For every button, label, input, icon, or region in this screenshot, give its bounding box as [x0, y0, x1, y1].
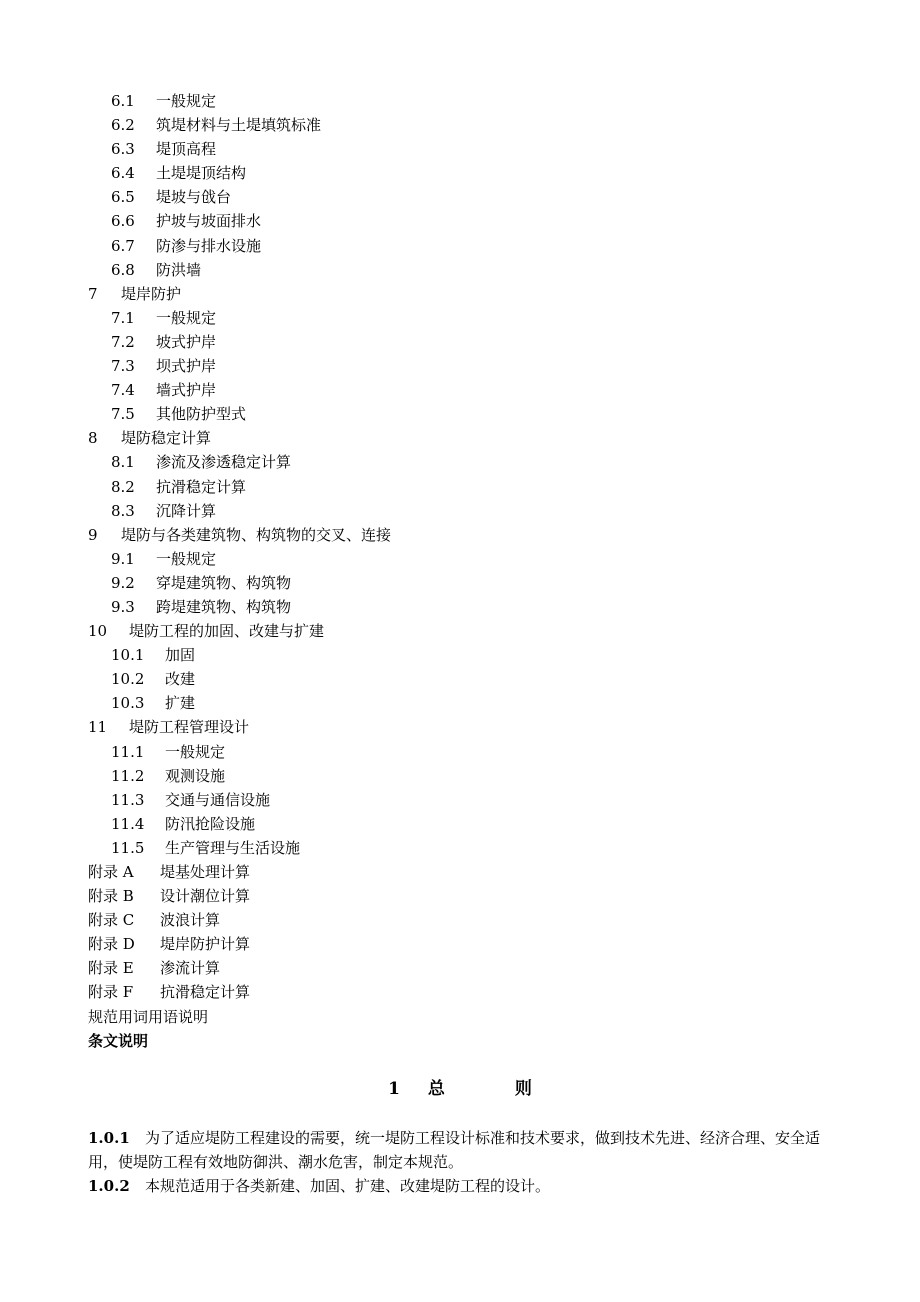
toc-entry-title: 一般规定	[165, 742, 226, 761]
toc-entry	[88, 258, 391, 282]
toc-entry-title: 观测设施	[165, 766, 226, 785]
toc-entry-number: 11.3	[111, 790, 145, 809]
toc-entry	[88, 209, 391, 233]
toc-entry	[88, 330, 391, 354]
toc-entry	[88, 547, 391, 571]
toc-entry-number: 8.1	[111, 453, 135, 472]
toc-entry-title: 筑堤材料与土堤填筑标准	[156, 116, 322, 135]
clause-number: 1.0.1	[88, 1129, 130, 1147]
toc-entry-number: 6.7	[111, 236, 135, 255]
toc-entry-title: 渗流计算	[160, 959, 221, 978]
toc-entry-title: 跨堤建筑物、构筑物	[156, 597, 292, 616]
toc-entry-title: 其他防护型式	[156, 405, 247, 424]
toc-entry	[88, 812, 391, 836]
toc-entry-title: 抗滑稳定计算	[160, 983, 251, 1002]
toc-entry-number: 6.8	[111, 260, 135, 279]
toc-entry-number: 附录 A	[88, 863, 134, 881]
toc-entry-title: 墙式护岸	[156, 381, 217, 400]
toc-entry	[88, 354, 391, 378]
toc-entry-title: 护坡与坡面排水	[156, 212, 262, 231]
toc-entry-title: 交通与通信设施	[165, 790, 271, 809]
toc-entry-title: 设计潮位计算	[160, 887, 251, 906]
toc-entry-title: 渗流及渗透稳定计算	[156, 453, 292, 472]
toc-entry-number: 10	[88, 622, 108, 641]
toc-entry	[88, 1029, 391, 1053]
clause-list	[88, 1126, 833, 1198]
toc-entry-number: 附录 B	[88, 887, 134, 906]
toc-entry-number: 6.2	[111, 116, 135, 135]
toc-entry-title: 扩建	[165, 694, 196, 713]
toc-entry-number: 9.1	[111, 549, 135, 568]
toc-entry-number: 11.1	[111, 742, 145, 761]
toc-entry-title: 加固	[165, 646, 196, 665]
toc-entry-number: 11.5	[111, 838, 145, 857]
toc-entry	[88, 1005, 391, 1029]
toc-entry-number: 附录 E	[88, 959, 134, 978]
toc-entry	[88, 740, 391, 764]
chapter-title-part-2: 则	[514, 1079, 532, 1099]
toc-entry-number: 11.2	[111, 766, 145, 785]
toc-entry	[88, 161, 391, 185]
toc-entry-number: 附录 D	[88, 935, 135, 954]
toc-entry	[88, 908, 391, 932]
toc-entry	[88, 884, 391, 908]
toc-entry-title: 防汛抢险设施	[165, 814, 256, 833]
toc-entry-number: 附录 C	[88, 911, 135, 930]
toc-entry-number: 10.2	[111, 670, 145, 689]
toc-entry	[88, 764, 391, 788]
toc-entry-number: 7.4	[111, 381, 135, 400]
toc-entry	[88, 499, 391, 523]
toc-entry-title: 防渗与排水设施	[156, 236, 262, 255]
toc-entry	[88, 137, 391, 161]
toc-entry-title: 堤岸防护	[121, 284, 182, 303]
toc-entry-number: 8.2	[111, 477, 135, 496]
toc-entry	[88, 402, 391, 426]
toc-entry-title: 一般规定	[156, 92, 217, 110]
toc-entry-title: 堤岸防护计算	[160, 935, 251, 954]
toc-entry-number: 8.3	[111, 501, 135, 520]
chapter-heading	[0, 1076, 920, 1102]
toc-entry-number: 6.1	[111, 92, 135, 110]
clause-number: 1.0.2	[88, 1177, 130, 1195]
toc-entry-title: 生产管理与生活设施	[165, 838, 301, 857]
toc-entry-number: 附录 F	[88, 983, 134, 1002]
chapter-number: 1	[388, 1079, 400, 1099]
toc-entry	[88, 113, 391, 137]
toc-entry-title: 堤基处理计算	[160, 863, 251, 881]
toc-entry-number: 6.4	[111, 164, 135, 183]
toc-entry-title: 穿堤建筑物、构筑物	[156, 573, 292, 592]
toc-entry-number: 6.6	[111, 212, 135, 231]
toc-entry	[88, 426, 391, 450]
clause-text: 本规范适用于各类新建、加固、扩建、改建堤防工程的设计。	[145, 1177, 551, 1195]
toc-entry	[88, 715, 391, 739]
toc-entry-title: 改建	[165, 670, 196, 689]
toc-entry-title: 沉降计算	[156, 501, 217, 520]
toc-entry-title: 防洪墙	[156, 260, 202, 279]
toc-entry	[88, 860, 391, 884]
toc-entry-number: 7.1	[111, 308, 135, 327]
toc-entry-number: 10.1	[111, 646, 145, 665]
toc-entry-title: 堤坡与戗台	[156, 188, 232, 207]
toc-entry-title: 波浪计算	[160, 911, 221, 930]
toc-entry-title: 堤防工程的加固、改建与扩建	[129, 622, 325, 641]
toc-entry	[88, 282, 391, 306]
toc-entry	[88, 980, 391, 1004]
toc-entry-title: 坡式护岸	[156, 332, 217, 351]
toc-entry-number: 11.4	[111, 814, 145, 833]
toc-entry	[88, 234, 391, 258]
toc-entry	[88, 691, 391, 715]
toc-entry	[88, 378, 391, 402]
toc-entry	[88, 306, 391, 330]
toc-entry-title: 一般规定	[156, 308, 217, 327]
clause-paragraph	[88, 1126, 833, 1174]
toc-entry-number: 7.3	[111, 357, 135, 376]
toc-entry	[88, 475, 391, 499]
toc-entry-title: 土堤堤顶结构	[156, 164, 247, 183]
toc-entry-title: 规范用词用语说明	[88, 1007, 209, 1026]
toc-entry-number: 7.2	[111, 332, 135, 351]
toc-entry-title: 坝式护岸	[156, 357, 217, 376]
toc-entry	[88, 788, 391, 812]
toc-entry	[88, 932, 391, 956]
toc-entry	[88, 836, 391, 860]
toc-entry-number: 11	[88, 718, 108, 737]
toc-entry-title: 堤防稳定计算	[121, 429, 212, 448]
toc-entry-title: 一般规定	[156, 549, 217, 568]
toc-entry-number: 9.3	[111, 597, 135, 616]
toc-entry	[88, 956, 391, 980]
toc-entry-number: 6.5	[111, 188, 135, 207]
toc-entry	[88, 185, 391, 209]
toc-entry-title: 堤防工程管理设计	[129, 718, 250, 737]
toc-entry	[88, 571, 391, 595]
toc-entry-number: 8	[88, 429, 98, 448]
toc-entry-title: 条文说明	[88, 1031, 149, 1050]
toc-entry	[88, 450, 391, 474]
toc-entry-number: 7.5	[111, 405, 135, 424]
toc-entry-title: 堤防与各类建筑物、构筑物的交叉、连接	[121, 525, 392, 544]
clause-text: 为了适应堤防工程建设的需要，统一堤防工程设计标准和技术要求，做到技术先进、经济合理、安全适用，使堤防工程有效地防御洪、潮水危害，制定本规范。	[88, 1129, 821, 1171]
toc-entry	[88, 523, 391, 547]
toc-entry	[88, 667, 391, 691]
toc-entry-number: 7	[88, 284, 98, 303]
toc-entry	[88, 595, 391, 619]
toc-entry-number: 9.2	[111, 573, 135, 592]
toc-entry	[88, 89, 391, 113]
toc-entry-title: 抗滑稳定计算	[156, 477, 247, 496]
toc-entry-title: 堤顶高程	[156, 140, 217, 159]
toc-entry-number: 9	[88, 525, 98, 544]
toc-entry	[88, 619, 391, 643]
clause-paragraph	[88, 1174, 833, 1198]
chapter-title-part-1: 总	[427, 1079, 445, 1099]
toc-entry-number: 10.3	[111, 694, 145, 713]
toc-entry-number: 6.3	[111, 140, 135, 159]
toc-entry	[88, 643, 391, 667]
table-of-contents	[88, 89, 391, 1053]
